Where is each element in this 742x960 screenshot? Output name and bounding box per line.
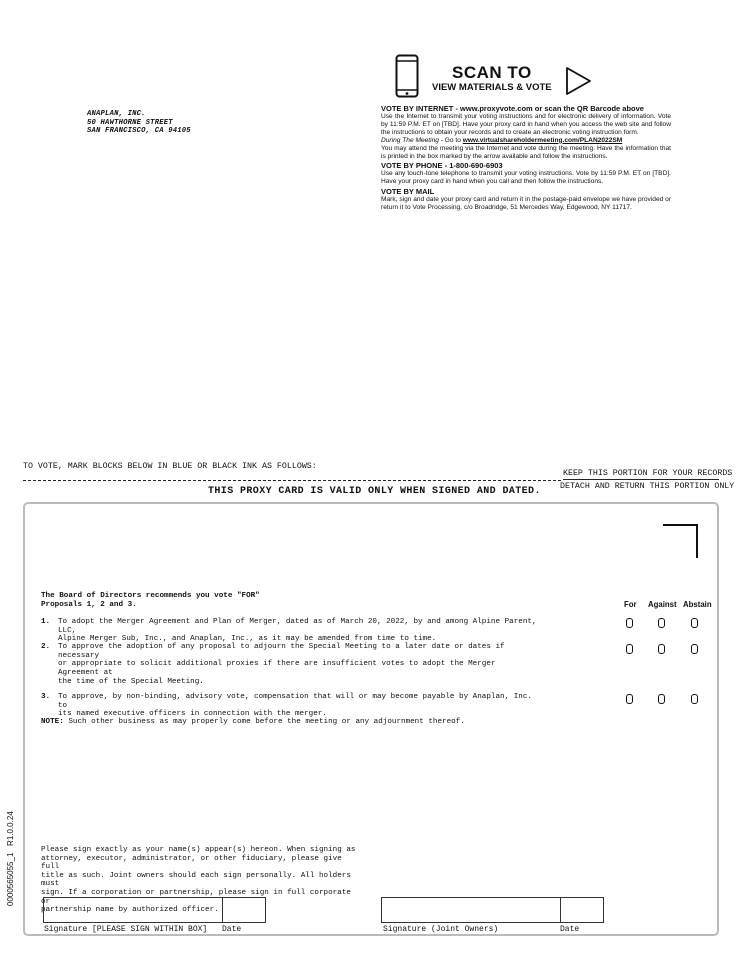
return-address-line: SAN FRANCISCO, CA 94105	[87, 127, 191, 136]
proposal-text: To approve the adoption of any proposal to adjourn the Special Meeting to a later date or dates if necessary or appropriate to solicit additional proxies if there are insufficient votes to adopt the Merger Agreement at the time of the Special Meeting.	[58, 643, 505, 686]
meeting-goto: - Go to	[438, 136, 463, 144]
note-label: NOTE:	[41, 718, 64, 726]
proposal-text: To adopt the Merger Agreement and Plan of Merger, dated as of March 20, 2022, by and among Alpine Parent, LLC, Alpine Merger Sub, Inc., and Anaplan, Inc., as it may be amended from time to time.	[58, 618, 537, 644]
board-recommendation: The Board of Directors recommends you vote "FOR" Proposals 1, 2 and 3.	[41, 592, 260, 609]
proposal-2	[41, 643, 541, 687]
mail-body: Mark, sign and date your proxy card and return it in the postage-paid envelope we have provided or return it to Vote Processing, c/o Broadridge, 51 Mercedes Way, Edgewood, NY 11717.	[381, 196, 671, 212]
proposal-1	[41, 618, 541, 644]
column-header-against: Against	[648, 600, 677, 609]
vote-box-1-abstain[interactable]	[691, 618, 698, 628]
voting-instructions	[381, 104, 671, 212]
internet-body: Use the Internet to transmit your voting instructions and for electronic delivery of information. Vote by 11:59 P.M. ET on [TBD]. Have your proxy card in hand when you access the web site and follow the instructions to obtain your records and to create an electronic voting instruction form.	[381, 113, 671, 136]
keep-portion-label: KEEP THIS PORTION FOR YOUR RECORDS	[563, 469, 733, 478]
joint-date-label: Date	[560, 925, 580, 934]
side-document-code: 0000565055_1 R1.0.0.24	[6, 811, 15, 906]
return-address-line: ANAPLAN, INC.	[87, 110, 146, 118]
joint-date-box[interactable]	[560, 897, 604, 923]
valid-only-notice: THIS PROXY CARD IS VALID ONLY WHEN SIGNED AND DATED.	[208, 486, 541, 497]
note-text: Such other business as may properly come before the meeting or any adjournment thereof.	[63, 718, 465, 726]
to-vote-instructions: TO VOTE, MARK BLOCKS BELOW IN BLUE OR BLACK INK AS FOLLOWS:	[23, 462, 317, 471]
proposal-text: To approve, by non-binding, advisory vote, compensation that will or may become payable by Anaplan, Inc. to its named executive officers in connection with the merger.	[58, 693, 532, 719]
vote-box-3-against[interactable]	[658, 694, 665, 704]
signature-box[interactable]	[43, 897, 223, 923]
signing-instructions: Please sign exactly as your name(s) appear(s) hereon. When signing as attorney, executor, administrator, or other fiduciary, please give full title as such. Joint owners should each sign personally. All holders must sign. If a corporation or partnership, please sign in full corporate or partnership name by authorized officer.	[41, 846, 356, 915]
proposal-3	[41, 693, 541, 719]
vote-box-3-abstain[interactable]	[691, 694, 698, 704]
meeting-link[interactable]: www.virtualshareholdermeeting.com/PLAN2022SM	[462, 136, 623, 144]
joint-signature-box[interactable]	[381, 897, 561, 923]
vote-box-2-for[interactable]	[626, 644, 633, 654]
column-header-abstain: Abstain	[683, 600, 712, 609]
note-line	[41, 718, 465, 726]
phone-body: Use any touch-tone telephone to transmit your voting instructions. Vote by 11:59 P.M. ET on [TBD]. Have your proxy card in hand when you call and then follow the instructions.	[381, 170, 671, 186]
signature-label: Signature [PLEASE SIGN WITHIN BOX]	[44, 925, 208, 934]
play-arrow-icon	[565, 66, 592, 96]
date-label: Date	[222, 925, 242, 934]
column-header-for: For	[624, 600, 637, 609]
meeting-body: You may attend the meeting via the Internet and vote during the meeting. Have the information that is printed in the box marked by the arrow available and follow the instructions.	[381, 144, 671, 160]
internet-heading: VOTE BY INTERNET - www.proxyvote.com or scan the QR Barcode above	[381, 104, 644, 113]
proposal-number: 2.	[41, 643, 51, 651]
mail-heading: VOTE BY MAIL	[381, 187, 435, 197]
return-address-line: 50 HAWTHORNE STREET	[87, 118, 173, 127]
vote-box-3-for[interactable]	[626, 694, 633, 704]
date-box[interactable]	[222, 897, 266, 923]
corner-mark	[663, 524, 698, 558]
return-address	[87, 110, 191, 136]
proposal-number: 3.	[41, 693, 51, 701]
vote-box-2-abstain[interactable]	[691, 644, 698, 654]
detach-return-label: DETACH AND RETURN THIS PORTION ONLY	[560, 482, 735, 491]
smartphone-icon	[395, 54, 419, 98]
meeting-line	[381, 137, 671, 145]
scan-subtitle: VIEW MATERIALS & VOTE	[432, 82, 552, 93]
phone-heading: VOTE BY PHONE - 1-800-690-6903	[381, 161, 503, 171]
keep-portion-divider	[563, 479, 719, 480]
proposal-number: 1.	[41, 618, 51, 626]
vote-box-1-against[interactable]	[658, 618, 665, 628]
detach-dashed-line	[23, 480, 561, 481]
scan-title: SCAN TO	[452, 63, 532, 82]
vote-box-2-against[interactable]	[658, 644, 665, 654]
vote-box-1-for[interactable]	[626, 618, 633, 628]
meeting-prefix: During The Meeting	[381, 136, 439, 144]
joint-signature-label: Signature (Joint Owners)	[383, 925, 499, 934]
